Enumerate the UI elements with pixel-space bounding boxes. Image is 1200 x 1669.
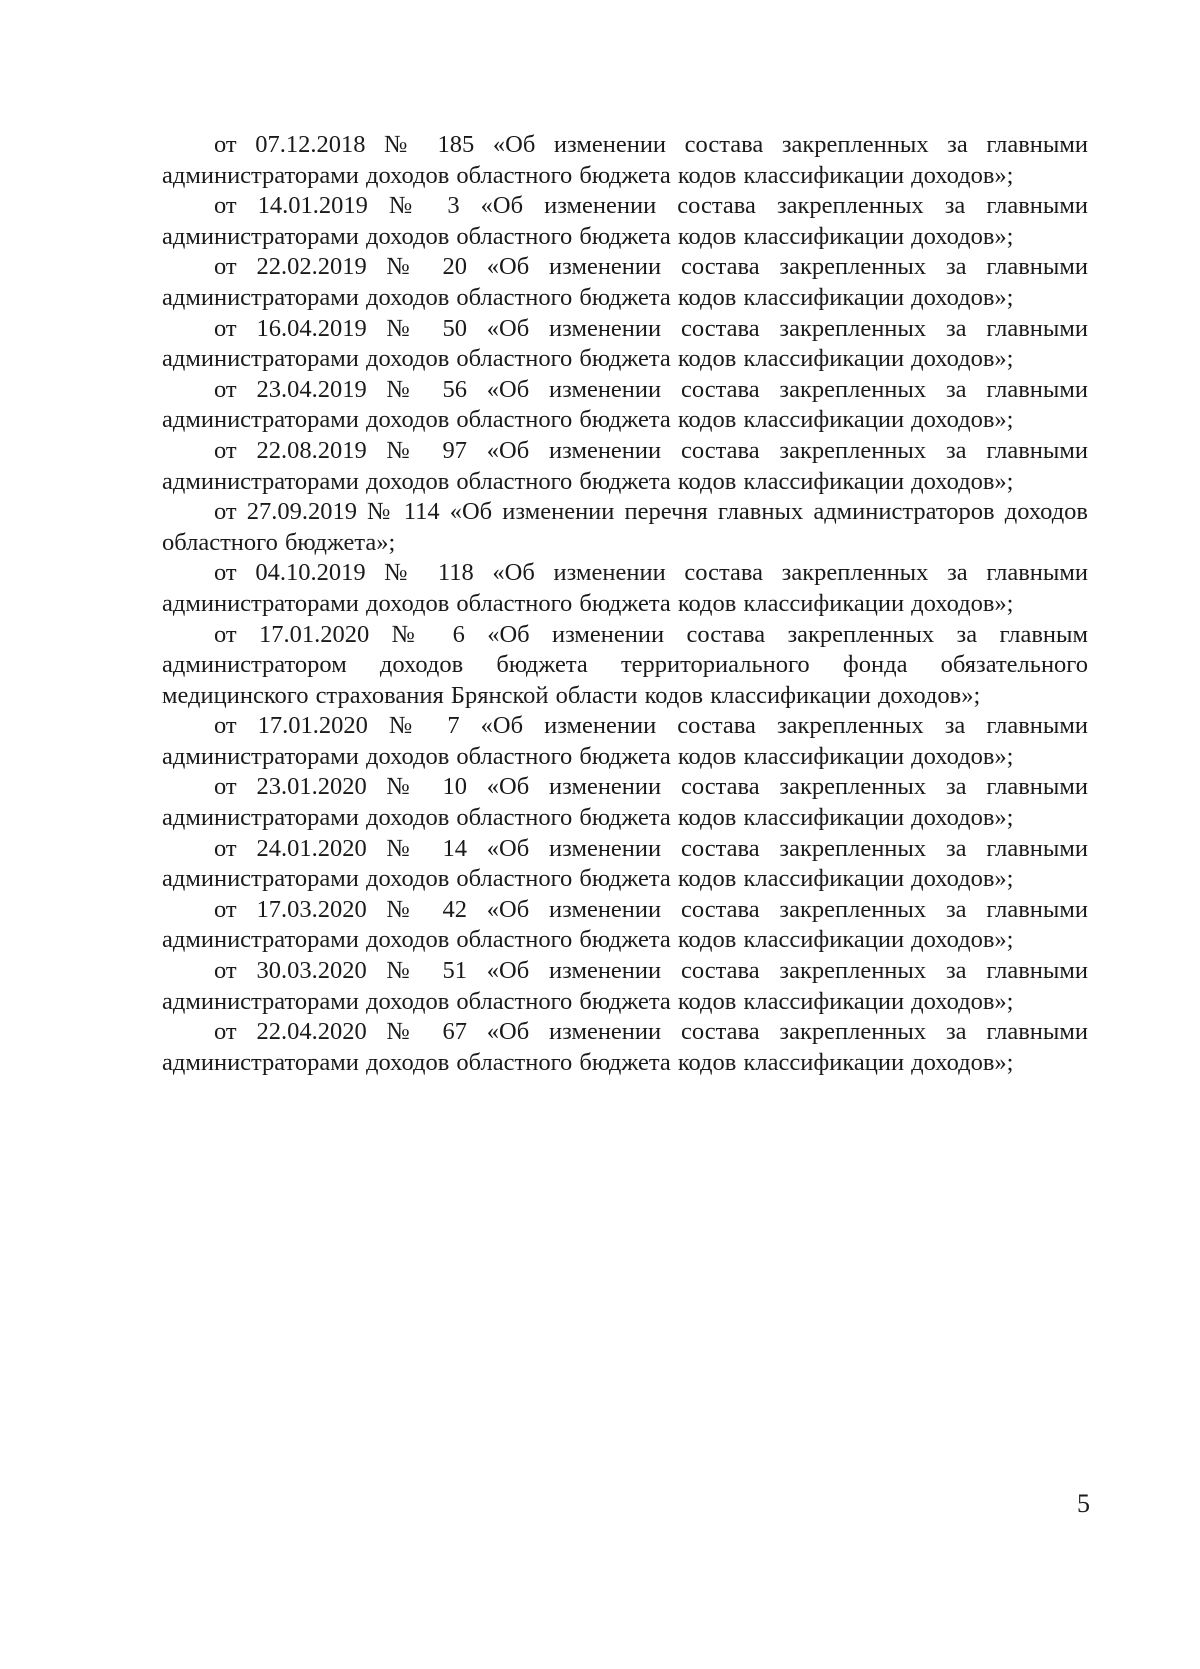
paragraph-order-10: от 23.01.2020 № 10 «Об изменении состава закрепленных за главными администраторами доходов областного бюджета кодов классификации доходов»; — [162, 773, 1088, 832]
paragraph-order-67: от 22.04.2020 № 67 «Об изменении состава закрепленных за главными администраторами доходов областного бюджета кодов классификации доходов»; — [162, 1018, 1088, 1076]
paragraph-order-3: от 14.01.2019 № 3 «Об изменении состава закрепленных за главными администраторами доходов областного бюджета кодов классификации доходов»; — [162, 192, 1088, 250]
paragraph-order-42: от 17.03.2020 № 42 «Об изменении состава закрепленных за главными администраторами доходов областного бюджета кодов классификации доходов»; — [162, 895, 1088, 954]
document-body — [162, 130, 1088, 1078]
paragraph-order-118: от 04.10.2019 № 118 «Об изменении состава закрепленных за главными администраторами доходов областного бюджета кодов классификации доходов»; — [162, 559, 1088, 617]
page-number: 5 — [1077, 1489, 1090, 1518]
paragraph-order-20: от 22.02.2019 № 20 «Об изменении состава закрепленных за главными администраторами доходов областного бюджета кодов классификации доходов»; — [162, 253, 1088, 311]
paragraph-order-50: от 16.04.2019 № 50 «Об изменении состава закрепленных за главными администраторами доходов областного бюджета кодов классификации доходов»; — [162, 314, 1088, 373]
paragraph-order-14: от 24.01.2020 № 14 «Об изменении состава закрепленных за главными администраторами доходов областного бюджета кодов классификации доходов»; — [162, 834, 1088, 893]
paragraph-order-51: от 30.03.2020 № 51 «Об изменении состава закрепленных за главными администраторами доходов областного бюджета кодов классификации доходов»; — [162, 957, 1088, 1015]
paragraph-order-6: от 17.01.2020 № 6 «Об изменении состава закрепленных за главным администратором доходов бюджета территориального фонда обязательного медицинского страхования Брянской области кодов классификации доходов»; — [162, 620, 1088, 709]
paragraph-order-185: от 07.12.2018 № 185 «Об изменении состава закрепленных за главными администраторами доходов областного бюджета кодов классификации доходов»; — [162, 131, 1088, 189]
paragraph-order-7: от 17.01.2020 № 7 «Об изменении состава закрепленных за главными администраторами доходов областного бюджета кодов классификации доходов»; — [162, 712, 1088, 770]
paragraph-order-56: от 23.04.2019 № 56 «Об изменении состава закрепленных за главными администраторами доходов областного бюджета кодов классификации доходов»; — [162, 375, 1088, 434]
paragraph-order-114: от 27.09.2019 № 114 «Об изменении перечня главных администраторов доходов областного бюджета»; — [162, 498, 1088, 556]
paragraph-order-97: от 22.08.2019 № 97 «Об изменении состава закрепленных за главными администраторами доходов областного бюджета кодов классификации доходов»; — [162, 436, 1088, 495]
